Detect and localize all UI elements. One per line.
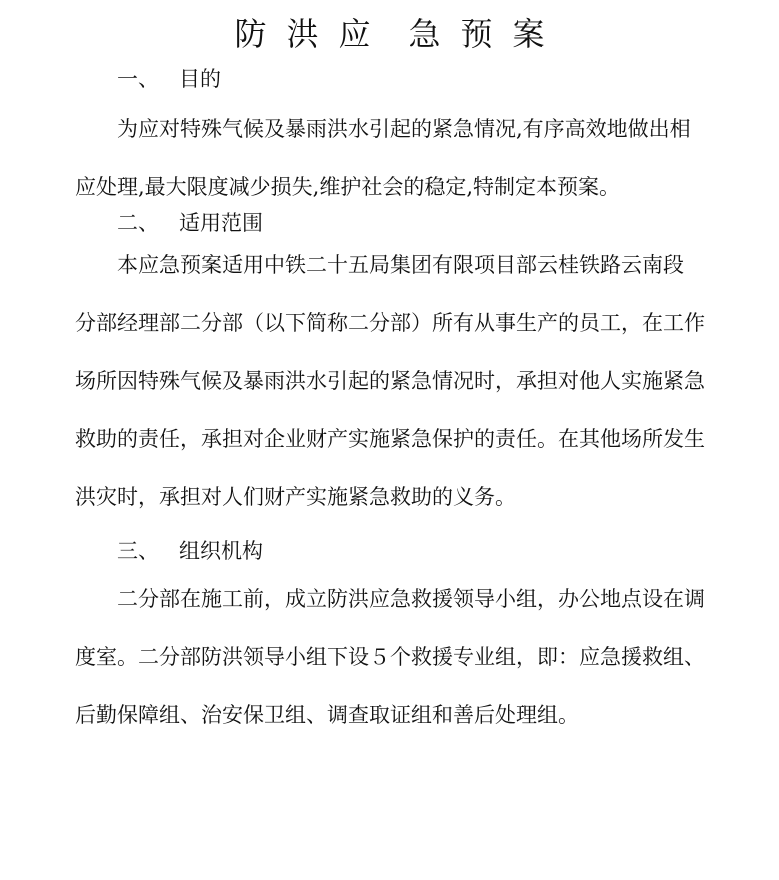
section-heading-purpose — [117, 64, 221, 94]
section-heading-scope — [117, 208, 263, 238]
paragraph-line: 后勤保障组、治安保卫组、调查取证组和善后处理组。 — [75, 703, 579, 727]
title-char: 急 — [408, 15, 441, 53]
section-number: 三、 — [117, 539, 159, 563]
section-heading-text: 组织机构 — [179, 539, 263, 563]
paragraph-line: 洪灾时，承担对人们财产实施紧急救助的义务。 — [75, 485, 516, 509]
section-paragraph-scope — [75, 250, 713, 540]
paragraph-line: 为应对特殊气候及暴雨洪水引起的紧急情况,有序高效地做出相 — [117, 117, 691, 141]
paragraph-line: 场所因特殊气候及暴雨洪水引起的紧急情况时，承担对他人实施紧急 — [75, 369, 705, 393]
title-char: 案 — [512, 15, 545, 53]
paragraph-line: 救助的责任，承担对企业财产实施紧急保护的责任。在其他场所发生 — [75, 427, 705, 451]
paragraph-line: 分部经理部二分部（以下简称二分部）所有从事生产的员工，在工作 — [75, 311, 705, 335]
section-heading-text: 适用范围 — [179, 211, 263, 235]
paragraph-line: 本应急预案适用中铁二十五局集团有限项目部云桂铁路云南段 — [117, 253, 684, 277]
document-title — [0, 12, 779, 56]
section-number: 一、 — [117, 67, 159, 91]
section-number: 二、 — [117, 211, 159, 235]
title-char: 预 — [460, 15, 493, 53]
section-heading-text: 目的 — [179, 67, 221, 91]
section-heading-organization — [117, 536, 263, 566]
title-char: 防 — [234, 15, 267, 53]
paragraph-line: 度室。二分部防洪领导小组下设５个救援专业组，即：应急援救组、 — [75, 645, 705, 669]
paragraph-line: 二分部在施工前，成立防洪应急救援领导小组，办公地点设在调 — [117, 587, 705, 611]
paragraph-line: 应处理,最大限度减少损失,维护社会的稳定,特制定本预案。 — [75, 175, 621, 199]
section-paragraph-organization — [75, 584, 713, 758]
title-char: 应 — [338, 15, 371, 53]
title-char: 洪 — [286, 15, 319, 53]
